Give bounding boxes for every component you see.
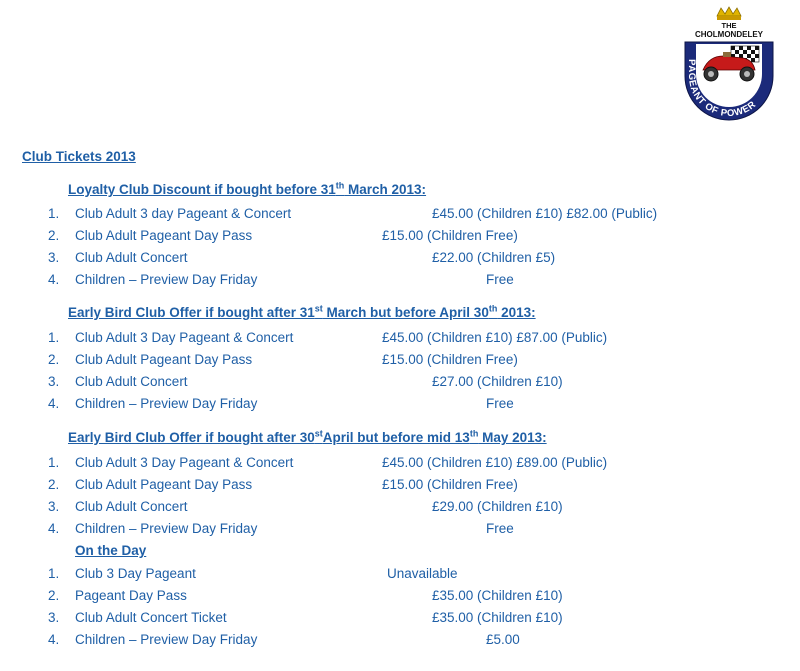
item-label: Club Adult Concert Ticket [75,610,227,625]
heading-sup: st [314,428,323,439]
list-item [0,352,800,372]
item-price: Free [486,272,514,287]
logo-the: THE [721,21,737,30]
logo-cholmondeley: CHOLMONDELEY [695,30,763,39]
heading-text: On the Day [75,543,147,558]
item-price: Free [486,396,514,411]
list-item [0,374,800,394]
list-item [0,396,800,416]
item-number: 2. [48,588,60,603]
list-item [0,610,800,630]
list-item [0,330,800,350]
section-heading-early-bird-may [68,430,547,445]
heading-text: March but before April 30 [322,305,489,320]
item-price: £35.00 (Children £10) [432,610,563,625]
item-number: 3. [48,610,60,625]
item-number: 2. [48,352,60,367]
item-label: Club 3 Day Pageant [75,566,196,581]
item-number: 4. [48,632,60,647]
heading-text: Loyalty Club Discount if bought before 31 [68,182,336,197]
item-label: Children – Preview Day Friday [75,396,258,411]
list-item [0,521,800,541]
list-item [0,206,800,226]
list-item [0,477,800,497]
list-item [0,272,800,292]
item-number: 4. [48,396,60,411]
section-heading-on-the-day [75,543,146,558]
item-number: 3. [48,499,60,514]
section-heading-loyalty [68,182,426,197]
item-number: 3. [48,374,60,389]
list-item [0,250,800,270]
crown-icon [717,7,741,20]
item-label: Children – Preview Day Friday [75,632,258,647]
cholmondeley-pageant-of-power-logo [665,4,793,132]
item-label: Club Adult Concert [75,250,188,265]
item-label: Club Adult 3 Day Pageant & Concert [75,330,294,345]
heading-text: Early Bird Club Offer if bought after 31 [68,305,315,320]
item-number: 1. [48,330,60,345]
item-number: 4. [48,272,60,287]
item-number: 1. [48,566,60,581]
logo-ring-text: PAGEANT OF POWER [685,59,759,120]
heading-text: May 2013: [478,430,547,445]
item-price: £45.00 (Children £10) £82.00 (Public) [432,206,658,221]
heading-text: April but before mid 13 [322,430,470,445]
item-number: 2. [48,228,60,243]
heading-text: March 2013: [344,182,427,197]
item-number: 1. [48,455,60,470]
item-number: 3. [48,250,60,265]
item-price: £45.00 (Children £10) £87.00 (Public) [382,330,608,345]
item-label: Club Adult Pageant Day Pass [75,477,253,492]
heading-sup: th [488,303,498,314]
page-title: Club Tickets 2013 [22,149,136,164]
item-price: Unavailable [387,566,458,581]
item-price: £35.00 (Children £10) [432,588,563,603]
item-price: £22.00 (Children £5) [432,250,556,265]
item-price: £15.00 (Children Free) [382,352,518,367]
list-item [0,566,800,586]
item-label: Club Adult Concert [75,499,188,514]
heading-sup: st [314,303,323,314]
item-price: £15.00 (Children Free) [382,228,518,243]
item-price: £45.00 (Children £10) £89.00 (Public) [382,455,608,470]
list-item [0,632,800,652]
item-price: Free [486,521,514,536]
heading-sup: th [469,428,479,439]
item-label: Club Adult Pageant Day Pass [75,228,253,243]
item-label: Children – Preview Day Friday [75,521,258,536]
item-label: Pageant Day Pass [75,588,187,603]
list-item [0,228,800,248]
item-price: £27.00 (Children £10) [432,374,563,389]
item-price: £5.00 [486,632,520,647]
item-label: Club Adult 3 day Pageant & Concert [75,206,292,221]
section-heading-early-bird-april [68,305,536,320]
item-number: 1. [48,206,60,221]
heading-text: Early Bird Club Offer if bought after 30 [68,430,315,445]
heading-sup: th [335,180,345,191]
list-item [0,499,800,519]
item-price: £29.00 (Children £10) [432,499,563,514]
item-label: Club Adult Pageant Day Pass [75,352,253,367]
list-item [0,588,800,608]
item-label: Club Adult 3 Day Pageant & Concert [75,455,294,470]
item-price: £15.00 (Children Free) [382,477,518,492]
item-number: 2. [48,477,60,492]
list-item [0,455,800,475]
item-number: 4. [48,521,60,536]
item-label: Children – Preview Day Friday [75,272,258,287]
item-label: Club Adult Concert [75,374,188,389]
heading-text: 2013: [497,305,536,320]
